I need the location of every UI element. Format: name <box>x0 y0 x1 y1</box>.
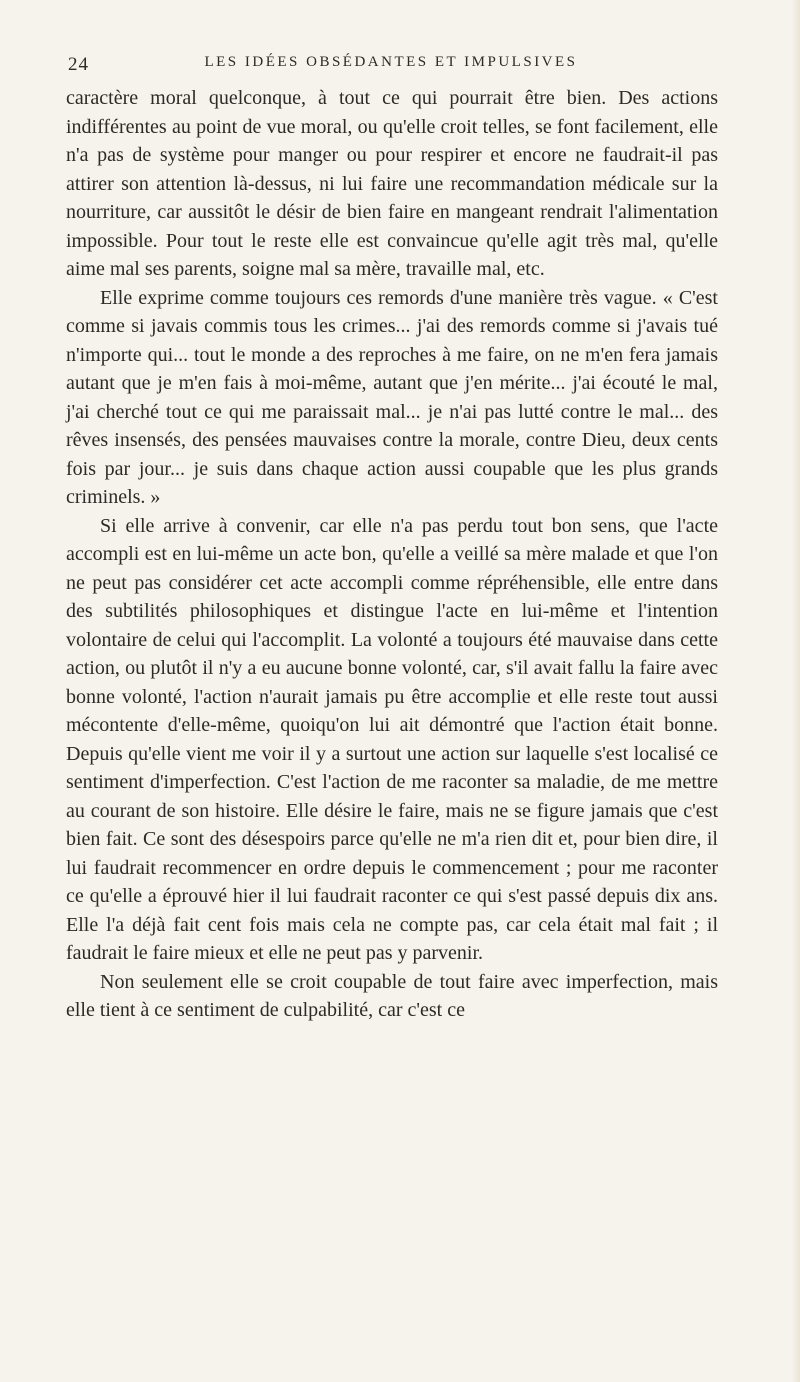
body-text <box>66 84 718 1025</box>
running-head <box>68 54 714 78</box>
running-title: LES IDÉES OBSÉDANTES ET IMPULSIVES <box>204 54 578 70</box>
paragraph-4: Non seulement elle se croit coupable de tout faire avec imperfection, mais elle tient à ce sentiment de culpabilité, car c'est ce <box>66 970 718 1021</box>
paragraph-2: Elle exprime comme toujours ces remords d'une manière très vague. « C'est comme si javais commis tous les crimes... j'ai des remords comme si j'avais tué n'importe qui... tout le monde a des reproches à me faire, on ne m'en fera jamais autant que je m'en fais à moi-même, autant que j'en mérite... j'ai écouté le mal, j'ai cherché tout ce qui me paraissait mal... je n'ai pas lutté contre le mal... des rêves insensés, des pensées mauvaises contre la morale, contre Dieu, deux cents fois par jour... je suis dans chaque action aussi coupable que les plus grands criminels. » <box>66 286 718 508</box>
paragraph-1-continued: caractère moral quelconque, à tout ce qui pourrait être bien. Des actions indifférentes au point de vue moral, ou qu'elle croit telles, se font facilement, elle n'a pas de système pour manger ou pour respirer et encore ne faudrait-il pas attirer son attention là-dessus, ni lui faire une recommandation médicale sur la nourriture, car aussitôt le désir de bien faire en mangeant rendrait l'alimentation impossible. Pour tout le reste elle est convaincue qu'elle agit très mal, qu'elle aime mal ses parents, soigne mal sa mère, travaille mal, etc. <box>66 87 718 280</box>
paragraph-3: Si elle arrive à convenir, car elle n'a pas perdu tout bon sens, que l'acte accompli est en lui-même un acte bon, qu'elle a veillé sa mère malade et que l'on ne peut pas considérer cet acte accompli comme répréhensible, elle entre dans des subtilités philosophiques et distingue l'acte en lui-même et l'intention volontaire de celui qui l'accomplit. La volonté a toujours été mauvaise dans cette action, ou plutôt il n'y a eu aucune bonne volonté, car, s'il avait fallu la faire avec bonne volonté, l'action n'aurait jamais pu être accomplie et elle reste tout aussi mécontente d'elle-même, quoiqu'on lui ait démontré que l'action était bonne. Depuis qu'elle vient me voir il y a surtout une action sur laquelle s'est localisé ce sentiment d'imperfection. C'est l'action de me raconter sa maladie, de me mettre au courant de son histoire. Elle désire le faire, mais ne se figure jamais que c'est bien fait. Ce sont des désespoirs parce qu'elle ne m'a rien dit et, pour bien dire, il lui faudrait recommencer en ordre depuis le commencement ; pour me raconter ce qu'elle a éprouvé hier il lui faudrait raconter ce qui s'est passé depuis dix ans. Elle l'a déjà fait cent fois mais cela ne compte pas, car cela était mal fait ; il faudrait le faire mieux et elle ne peut pas y parvenir. <box>66 514 718 964</box>
page-edge-shadow <box>792 0 800 1382</box>
page-number: 24 <box>68 54 89 75</box>
